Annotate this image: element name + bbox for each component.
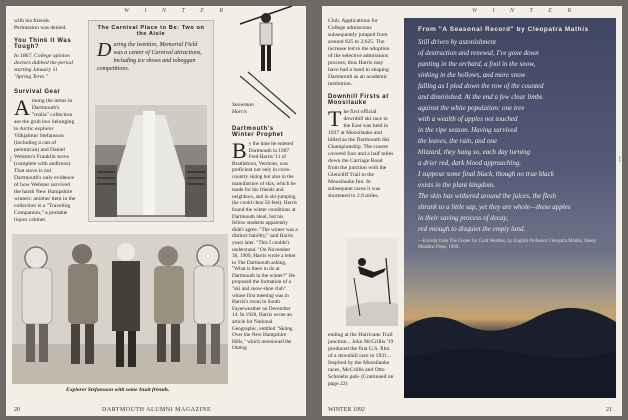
poem-line: Still driven by astonishment [418,38,496,46]
left-margin-credit: ••• [8,156,13,163]
mccrillis-text: ending at the Hurricane Trail junction... John McCrillis '19 produced the first U.S. film of a downhill race in 1931... Inspired by the Moosilauke races, McCrillis and Otto Schniebs pub- (Continued on page 22) [328,332,394,387]
poem-line: I suppose some final black, though no true black [418,170,554,178]
poem-line: falling as I plod down the row of the counted [418,82,544,90]
poem-line: panting in the orchard, a fool in the snow, [418,60,536,68]
carnival-panel [88,20,214,222]
poem-source: —Excerpt from The Center for Cold Weather, by English Professor Cleopatra Mathis, Sheep Meadow Press, 1989. [418,239,596,250]
col1-top-text: with his friends. Permission was denied. [14,18,67,31]
tough-body: In 1867, College opinion doctors dubbed the period starting January 11 "Spring Term." [14,53,73,80]
poem-line: a drier red, dark blood approaching. [418,159,522,167]
poem-line: shrunk to a little sap, yet they are whole—these apples [418,203,571,211]
painting-panel [404,18,616,398]
club-text: Club. Applications for College admissions subsequently jumped from around 825 to 2,625. The increase led to the adoption of the selective admissions process; thus Harris may have had a hand in shaping Dartmouth as an academic institution. [328,18,390,87]
downhill-text: he first official downhill ski race in the East was held in 1927 at Moosilauke and billed as the Dartmouth Ski Championship. The course covered four and a half miles down the Carriage Road from the junction with the Glencliff Trail to the Moosilauke Inn. In subsequent races it was shortened to 2.8 miles, [328,109,394,199]
survival-dropcap: A [14,95,30,120]
poem-line: blizzard, they hang so, each day turning [418,148,531,156]
poem-line: of destruction and renewal, I've gone down [418,49,539,57]
poem-line: sinking in the hollows, and more snow [418,71,526,79]
carnival-dropcap: D [97,39,112,61]
poem-lines [418,37,606,235]
poem-line: in the ripe season. Having survived [418,126,518,134]
survival-body [14,95,76,224]
right-footer-title: WINTER 1992 [328,407,365,413]
poem-title: From "A Seasonal Record" by Cleopatra Mathis [418,26,589,33]
poem-line: with a wealth of apples not touched [418,115,518,123]
ski-stadium-photo [95,105,207,217]
right-column-1 [328,18,394,200]
right-page-number: 21 [606,407,612,413]
poem-line: red enough to disquiet the empty land. [418,225,526,233]
survival-heading: Survival Gear [14,89,61,95]
group-caption: Explorer Stefansson with some Inuit friends. [66,387,170,393]
downhill-heading: Downhill Firsts at Moosilauke [328,94,389,106]
snowman-caption: Snowman Harris [232,102,254,115]
left-column-1 [14,18,76,224]
left-page-number: 20 [14,407,20,413]
prophet-heading: Dartmouth's Winter Prophet [232,126,284,138]
prophet-dropcap: B [232,138,247,163]
carnival-body [97,41,205,73]
tough-heading: You Think It Was Tough? [14,38,72,50]
stefansson-group-photo [12,234,228,384]
poem-line: the leaves, the rain, and one [418,137,498,145]
running-head-right: W I N T E R [472,8,579,14]
right-page [322,6,622,416]
carnival-text: uring the twenties, Memorial Field was a center of Carnival attractions, including ice shows and toboggan competitions. [97,42,202,72]
running-head-left: W I N T E R [124,8,231,14]
downhill-body [328,106,394,200]
poem-line: in their saving process of decay, [418,214,508,222]
poem-block [418,26,606,251]
prophet-text: y the time he entered Dartmouth in 1907 Fred Harris '11 of Brattleboro, Vermont, was proficient not only in cross-country skiing but also in the manufacture of skis, which he made for his friends and neighbors, and in ski-jumping (he could clear 50 feet). Harris found the winter conditions at Dartmouth ideal, but his fellow students apparently didn't agree. "The winter was a distinct liability," said Harris years later. "This I couldn't understand." On November 30, 1909, Harris wrote a letter to The Dartmouth asking, "What is there to do at Dartmouth in the winter?" He proposed the formation of a "ski and snow-shoe club" whose first meeting was in Harris's room in South Fayerweather on December 14. In 1920, Harris wrote an article for National Geographic, entitled "Skiing Over the New Hampshire Hills," which mentioned the Outing [232,141,298,352]
downhill-dropcap: T [328,106,342,131]
prophet-column [232,126,298,352]
left-footer-title: DARTMOUTH ALUMNI MAGAZINE [102,407,212,413]
carnival-title: The Carnival Place to Be: Two on the Aisle [97,25,205,37]
poem-line: exists in the plant kingdom. [418,181,495,189]
poem-line: against the white population: one tree [418,104,525,112]
left-page [6,6,306,416]
right-margin-credit: ••• [617,156,622,163]
prophet-body [232,138,298,352]
downhill-skier-photo [346,238,398,326]
right-column-1-bottom [328,332,394,388]
survival-text: mong the items in Dartmouth's "realia" collection are the grub box belonging to Arctic explorer Vilhjalmur Stefansson (including a can of pemmican) and Daniel Webster's Franklin stove (complete with andirons). That stove is not Dartmouth's only evidence of how Webster survived the harsh New Hampshire winters: another item in the collection is a "Traveling Companion," a portable liquor cabinet. [14,98,76,223]
poem-line: and diminished. At the end a few clear limbs [418,93,543,101]
poem-line: The skin has withered around the juices, the flesh [418,192,557,200]
tree-silhouette [404,288,616,398]
